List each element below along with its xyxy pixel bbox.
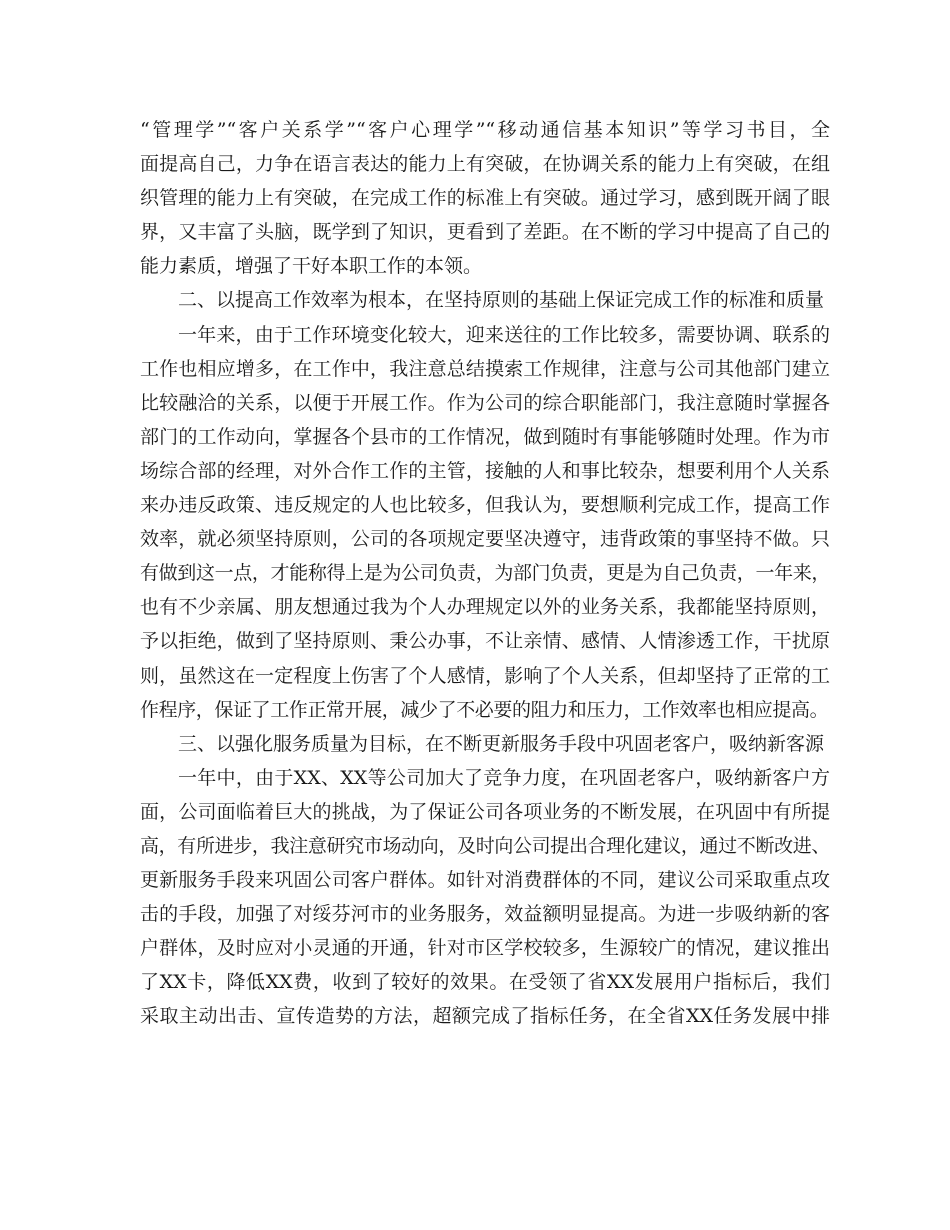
document-line: 一年来，由于工作环境变化较大，迎来送往的工作比较多，需要协调、联系的 <box>178 323 830 346</box>
document-body <box>140 113 830 1034</box>
document-line: 一年中，由于XX、XX等公司加大了竞争力度，在巩固老客户，吸纳新客户方 <box>178 766 830 789</box>
document-line: 织管理的能力上有突破，在完成工作的标准上有突破。通过学习，感到既开阔了眼 <box>140 187 830 210</box>
document-line: 效率，就必须坚持原则，公司的各项规定要坚决遵守，违背政策的事坚持不做。只 <box>140 528 830 551</box>
document-line: 则，虽然这在一定程度上伤害了个人感情，影响了个人关系，但却坚持了正常的工 <box>140 664 830 687</box>
document-line: 来办违反政策、违反规定的人也比较多，但我认为，要想顺利完成工作，提高工作 <box>140 494 830 517</box>
document-line: 作程序，保证了工作正常开展，减少了不必要的阻力和压力，工作效率也相应提高。 <box>140 698 829 721</box>
document-line: 界，又丰富了头脑，既学到了知识，更看到了差距。在不断的学习中提高了自己的 <box>140 221 830 244</box>
document-line: 予以拒绝，做到了坚持原则、秉公办事，不让亲情、感情、人情渗透工作，干扰原 <box>140 630 830 653</box>
document-line: 户群体，及时应对小灵通的开通，针对市区学校较多，生源较广的情况，建议推出 <box>140 937 830 960</box>
document-line: 也有不少亲属、朋友想通过我为个人办理规定以外的业务关系，我都能坚持原则， <box>140 596 830 619</box>
document-line: “管理学”“客户关系学”“客户心理学”“移动通信基本知识”等学习书目，全 <box>140 119 830 141</box>
document-line: 面，公司面临着巨大的挑战，为了保证公司各项业务的不断发展，在巩固中有所提 <box>140 800 830 823</box>
document-line: 面提高自己，力争在语言表达的能力上有突破，在协调关系的能力上有突破，在组 <box>140 153 830 176</box>
document-line: 了XX卡，降低XX费，收到了较好的效果。在受领了省XX发展用户指标后，我们 <box>140 971 830 994</box>
document-line: 能力素质，增强了干好本职工作的本领。 <box>140 255 483 278</box>
document-line: 采取主动出击、宣传造势的方法，超额完成了指标任务，在全省XX任务发展中排 <box>140 1005 830 1028</box>
document-line: 场综合部的经理，对外合作工作的主管，接触的人和事比较杂，想要利用个人关系 <box>140 459 830 482</box>
document-line: 击的手段，加强了对绥芬河市的业务服务，效益额明显提高。为进一步吸纳新的客 <box>140 903 830 926</box>
document-line: 有做到这一点，才能称得上是为公司负责，为部门负责，更是为自己负责，一年来， <box>140 562 830 585</box>
document-line: 三、以强化服务质量为目标，在不断更新服务手段中巩固老客户，吸纳新客源 <box>178 732 825 755</box>
document-line: 工作也相应增多，在工作中，我注意总结摸索工作规律，注意与公司其他部门建立 <box>140 357 830 380</box>
document-line: 部门的工作动向，掌握各个县市的工作情况，做到随时有事能够随时处理。作为市 <box>140 425 830 448</box>
document-line: 更新服务手段来巩固公司客户群体。如针对消费群体的不同，建议公司采取重点攻 <box>140 869 830 892</box>
document-line: 二、以提高工作效率为根本，在坚持原则的基础上保证完成工作的标准和质量 <box>178 289 825 312</box>
document-line: 高，有所进步，我注意研究市场动向，及时向公司提出合理化建议，通过不断改进、 <box>140 834 830 857</box>
document-line: 比较融洽的关系，以便于开展工作。作为公司的综合职能部门，我注意随时掌握各 <box>140 391 830 414</box>
